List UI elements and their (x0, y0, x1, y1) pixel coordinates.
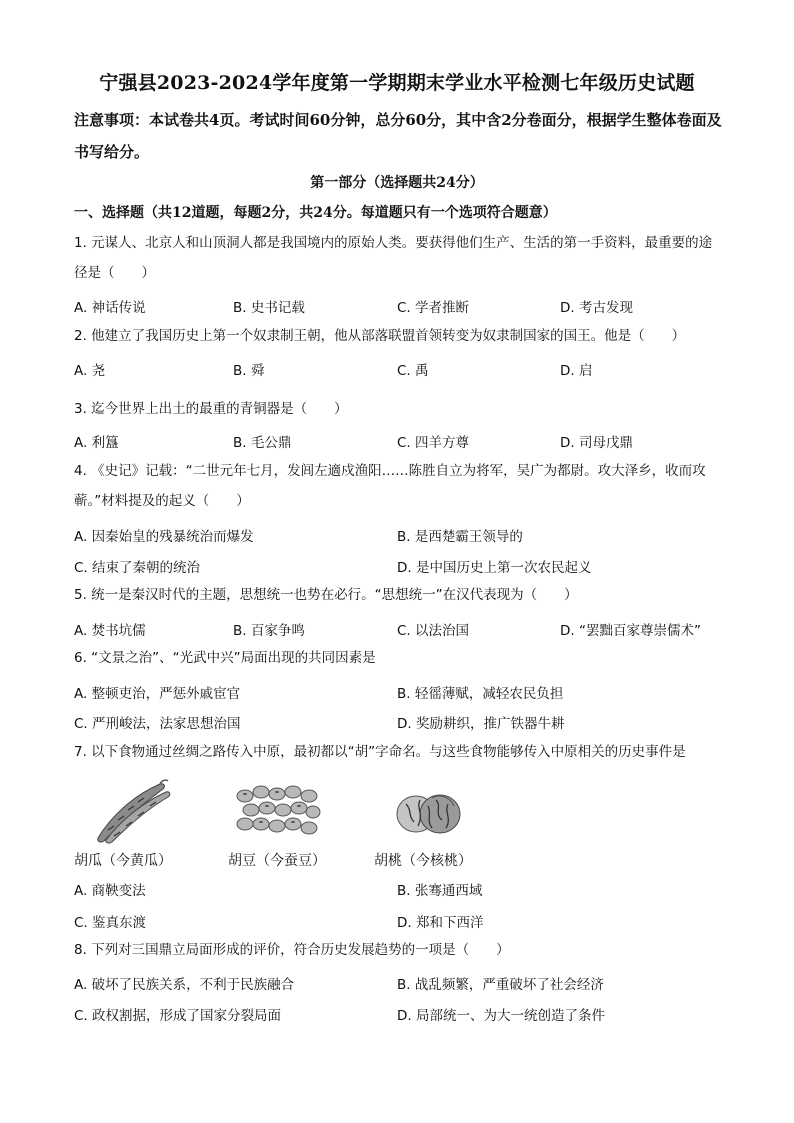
option-7b: B. 张骞通西域 (397, 883, 483, 899)
option-3b: B. 毛公鼎 (233, 435, 292, 451)
option-2a: A. 尧 (74, 363, 106, 379)
option-1c: C. 学者推断 (397, 300, 470, 316)
option-8b: B. 战乱频繁，严重破坏了社会经济 (397, 977, 604, 993)
caption-walnut: 胡桃（今核桃） (374, 853, 472, 869)
page-title: 宁强县2023-2024学年度第一学期期末学业水平检测七年级历史试题 (99, 72, 695, 94)
option-6b: B. 轻徭薄赋，减轻农民负担 (397, 686, 564, 702)
exam-notice: 注意事项：本试卷共4页。考试时间60分钟，总分60分，其中含2分卷面分，根据学生整体卷面及书写给分。 (74, 111, 722, 161)
option-1a: A. 神话传说 (74, 300, 146, 316)
option-5a: A. 焚书坑儒 (74, 623, 146, 639)
option-8c: C. 政权割据，形成了国家分裂局面 (74, 1008, 282, 1024)
cucumber-image (88, 778, 172, 844)
question-1: 1. 元谋人、北京人和山顶洞人都是我国境内的原始人类。要获得他们生产、生活的第一手资料，最重要的途径是（ ） (74, 235, 713, 281)
option-5c: C. 以法治国 (397, 623, 470, 639)
option-3a: A. 利簋 (74, 435, 119, 451)
option-7d: D. 郑和下西洋 (397, 915, 484, 931)
question-7: 7. 以下食物通过丝绸之路传入中原，最初都以“胡”字命名。与这些食物能够传入中原相关的历史事件是 (74, 744, 686, 760)
question-4: 4. 《史记》记载：“二世元年七月，发闾左適戍渔阳……陈胜自立为将军，吴广为都尉。攻大泽乡，收而攻蕲。”材料提及的起义（ ） (74, 463, 706, 509)
question-5: 5. 统一是秦汉时代的主题，思想统一也势在必行。“思想统一”在汉代表现为（ ） (74, 587, 578, 603)
broad-bean-image (233, 782, 323, 842)
option-6c: C. 严刑峻法，法家思想治国 (74, 716, 241, 732)
option-3d: D. 司母戊鼎 (560, 435, 633, 451)
option-1b: B. 史书记载 (233, 300, 305, 316)
option-8a: A. 破坏了民族关系，不利于民族融合 (74, 977, 295, 993)
caption-cucumber: 胡瓜（今黄瓜） (74, 853, 172, 869)
section-title: 第一部分（选择题共24分） (310, 175, 484, 191)
question-2: 2. 他建立了我国历史上第一个奴隶制王朝，他从部落联盟首领转变为奴隶制国家的国王。他是（ ） (74, 328, 686, 344)
question-type-heading: 一、选择题（共12道题，每题2分，共24分。每道题只有一个选项符合题意） (74, 205, 557, 221)
option-4d: D. 是中国历史上第一次农民起义 (397, 560, 592, 576)
option-4a: A. 因秦始皇的残暴统治而爆发 (74, 529, 254, 545)
option-2c: C. 禹 (397, 363, 429, 379)
option-8d: D. 局部统一、为大一统创造了条件 (397, 1008, 605, 1024)
option-4c: C. 结束了秦朝的统治 (74, 560, 201, 576)
option-6a: A. 整顿吏治，严惩外戚宦官 (74, 686, 241, 702)
question-6: 6. “文景之治”、“光武中兴”局面出现的共同因素是 (74, 650, 376, 666)
option-5b: B. 百家争鸣 (233, 623, 305, 639)
question-3: 3. 迄今世界上出土的最重的青铜器是（ ） (74, 401, 348, 417)
option-1d: D. 考古发现 (560, 300, 633, 316)
option-2d: D. 启 (560, 363, 593, 379)
option-3c: C. 四羊方尊 (397, 435, 470, 451)
option-4b: B. 是西楚霸王领导的 (397, 529, 523, 545)
option-7c: C. 鉴真东渡 (74, 915, 147, 931)
walnut-image (392, 784, 464, 842)
question-8: 8. 下列对三国鼎立局面形成的评价，符合历史发展趋势的一项是（ ） (74, 942, 510, 958)
option-2b: B. 舜 (233, 363, 265, 379)
caption-broad-bean: 胡豆（今蚕豆） (228, 853, 326, 869)
option-5d: D. “罢黜百家尊崇儒术” (560, 623, 701, 639)
option-7a: A. 商鞅变法 (74, 883, 146, 899)
option-6d: D. 奖励耕织，推广铁器牛耕 (397, 716, 565, 732)
